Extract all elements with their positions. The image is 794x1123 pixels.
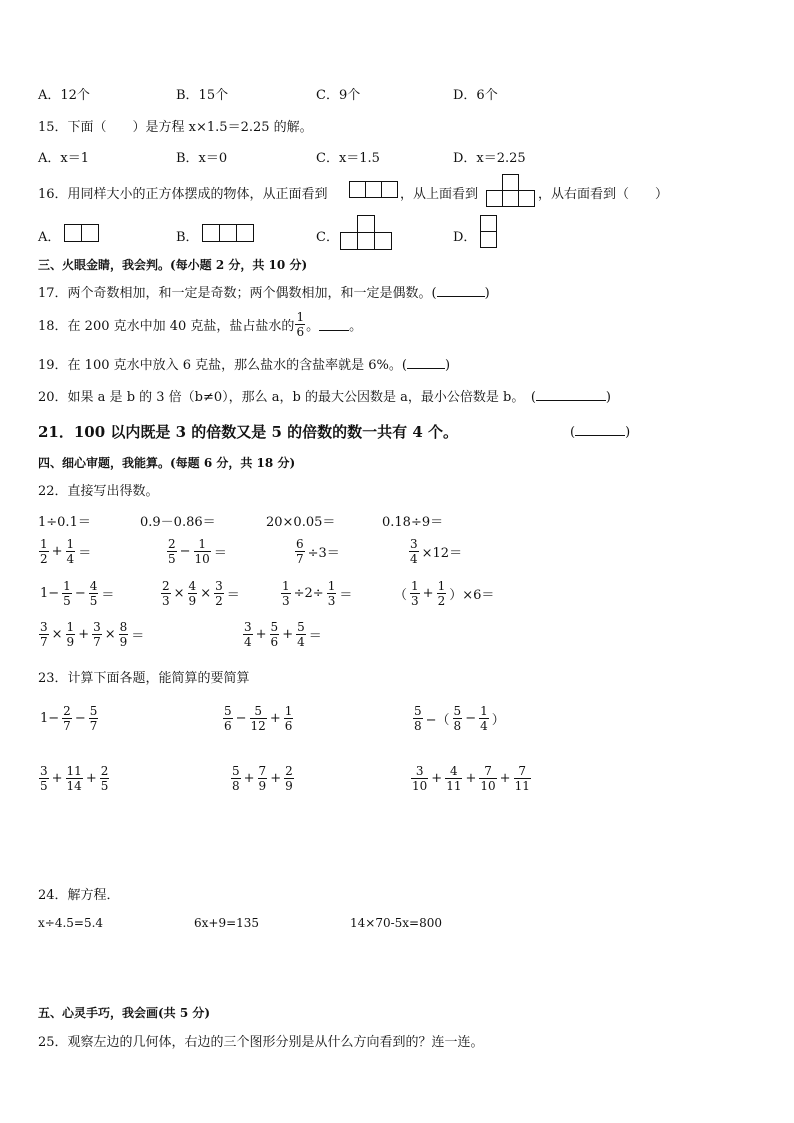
q15-option-a: A．x＝1 — [38, 151, 89, 166]
q19-answer-blank[interactable] — [407, 356, 445, 369]
q20-text: 20．如果 a 是 b 的 3 倍（b≠0），那么 a，b 的最大公因数是 a，最小公倍数是 b。 ( ) — [38, 390, 611, 405]
q19-text: 19．在 100 克水中放入 6 克盐，那么盐水的含盐率就是 6%。( ) — [38, 358, 451, 373]
q24-text: 24．解方程． — [38, 888, 120, 903]
q14-option-c: C．9个 — [316, 88, 361, 103]
q17-text: 17．两个奇数相加，和一定是奇数；两个偶数相加，和一定是偶数。( ) — [38, 286, 490, 301]
q14-option-a: A．12个 — [38, 88, 90, 103]
q16-option-d: D． — [453, 230, 477, 245]
q21-answer: ( ) — [570, 425, 631, 440]
q15-text: 15．下面（ ）是方程 x×1.5＝2.25 的解。 — [38, 120, 313, 135]
q15-option-b: B．x＝0 — [176, 151, 228, 166]
q22-expr-13: $\frac{3}{7}$ × $\frac{1}{9}$ + $\frac{3}{7}$ × $\frac{8}{9}$ ＝ — [40, 620, 145, 649]
q22-expr-6: $\frac{2}{5}$ − $\frac{1}{10}$ ＝ — [168, 537, 227, 566]
q22-expr-8: $\frac{3}{4}$ ×12＝ — [410, 537, 463, 566]
q23-expr-4: $\frac{3}{5}$ + $\frac{11}{14}$ + $\frac{2}{5}$ — [40, 764, 109, 793]
q16-option-b: B． — [176, 230, 199, 245]
q22-text: 22．直接写出得数。 — [38, 484, 159, 499]
q20-answer-blank[interactable] — [536, 388, 606, 401]
q18-fraction: $\frac{1}{6}$ — [296, 310, 305, 339]
section-3-title: 三、火眼金睛，我会判。(每小题 2 分，共 10 分) — [38, 258, 308, 272]
q23-expr-6: $\frac{3}{10}$ + $\frac{4}{11}$ + $\frac{7}{10}$ + $\frac{7}{11}$ — [412, 764, 530, 793]
q16-text-1: 16．用同样大小的正方体摆成的物体，从正面看到 — [38, 187, 328, 202]
q23-text: 23．计算下面各题，能简算的要简算 — [38, 671, 250, 686]
q22-expr-12: （ $\frac{1}{3}$ + $\frac{1}{2}$ ）×6＝ — [394, 579, 495, 608]
q24-equation-3: 14×70-5x=800 — [350, 916, 443, 930]
q23-expr-3: $\frac{5}{8}$ −（ $\frac{5}{8}$ − $\frac{1}{4}$ ） — [414, 704, 505, 733]
q18-answer-blank[interactable] — [319, 318, 349, 331]
q16-text-2: ，从上面看到 — [400, 187, 479, 202]
q16-text-3: ，从右面看到（ ） — [538, 187, 669, 202]
q22-expr-3: 20×0.05＝ — [266, 515, 336, 530]
q23-expr-2: $\frac{5}{6}$ − $\frac{5}{12}$ + $\frac{1}{6}$ — [224, 704, 293, 733]
q22-expr-10: $\frac{2}{3}$ × $\frac{4}{9}$ × $\frac{3}{2}$ ＝ — [162, 579, 240, 608]
q22-expr-14: $\frac{3}{4}$ + $\frac{5}{6}$ + $\frac{5}{4}$ ＝ — [244, 620, 322, 649]
q22-expr-5: $\frac{1}{2}$ + $\frac{1}{4}$ ＝ — [40, 537, 92, 566]
q17-answer-blank[interactable] — [437, 284, 485, 297]
q22-expr-11: $\frac{1}{3}$ ÷2÷ $\frac{1}{3}$ ＝ — [282, 579, 353, 608]
q22-expr-1: 1÷0.1＝ — [38, 515, 91, 530]
q23-expr-5: $\frac{5}{8}$ + $\frac{7}{9}$ + $\frac{2}{9}$ — [232, 764, 293, 793]
q18-text: 18．在 200 克水中加 40 克盐，盐占盐水的 $\frac{1}{6}$ 。 。 — [38, 310, 363, 339]
q21-text: 21．100 以内既是 3 的倍数又是 5 的倍数的数一共有 4 个。 — [38, 423, 459, 441]
q25-text: 25．观察左边的几何体，右边的三个图形分别是从什么方向看到的？连一连。 — [38, 1035, 484, 1050]
section-4-title: 四、细心审题，我能算。(每题 6 分，共 18 分) — [38, 456, 296, 470]
q22-expr-9: 1− $\frac{1}{5}$ − $\frac{4}{5}$ ＝ — [40, 579, 115, 608]
q16-option-a: A． — [38, 230, 61, 245]
q24-equation-1: x÷4.5=5.4 — [38, 916, 104, 930]
section-5-title: 五、心灵手巧，我会画(共 5 分) — [38, 1006, 211, 1020]
q22-expr-7: $\frac{6}{7}$ ÷3＝ — [296, 537, 340, 566]
q14-option-b: B．15个 — [176, 88, 229, 103]
q22-expr-2: 0.9－0.86＝ — [140, 515, 216, 530]
q22-expr-4: 0.18÷9＝ — [382, 515, 444, 530]
q23-expr-1: 1− $\frac{2}{7}$ − $\frac{5}{7}$ — [40, 704, 98, 733]
q15-option-c: C．x＝1.5 — [316, 151, 380, 166]
q15-option-d: D．x＝2.25 — [453, 151, 526, 166]
q14-option-d: D．6个 — [453, 88, 498, 103]
q24-equation-2: 6x+9=135 — [194, 916, 260, 930]
q16-option-c: C． — [316, 230, 339, 245]
q21-answer-blank[interactable] — [575, 423, 625, 436]
